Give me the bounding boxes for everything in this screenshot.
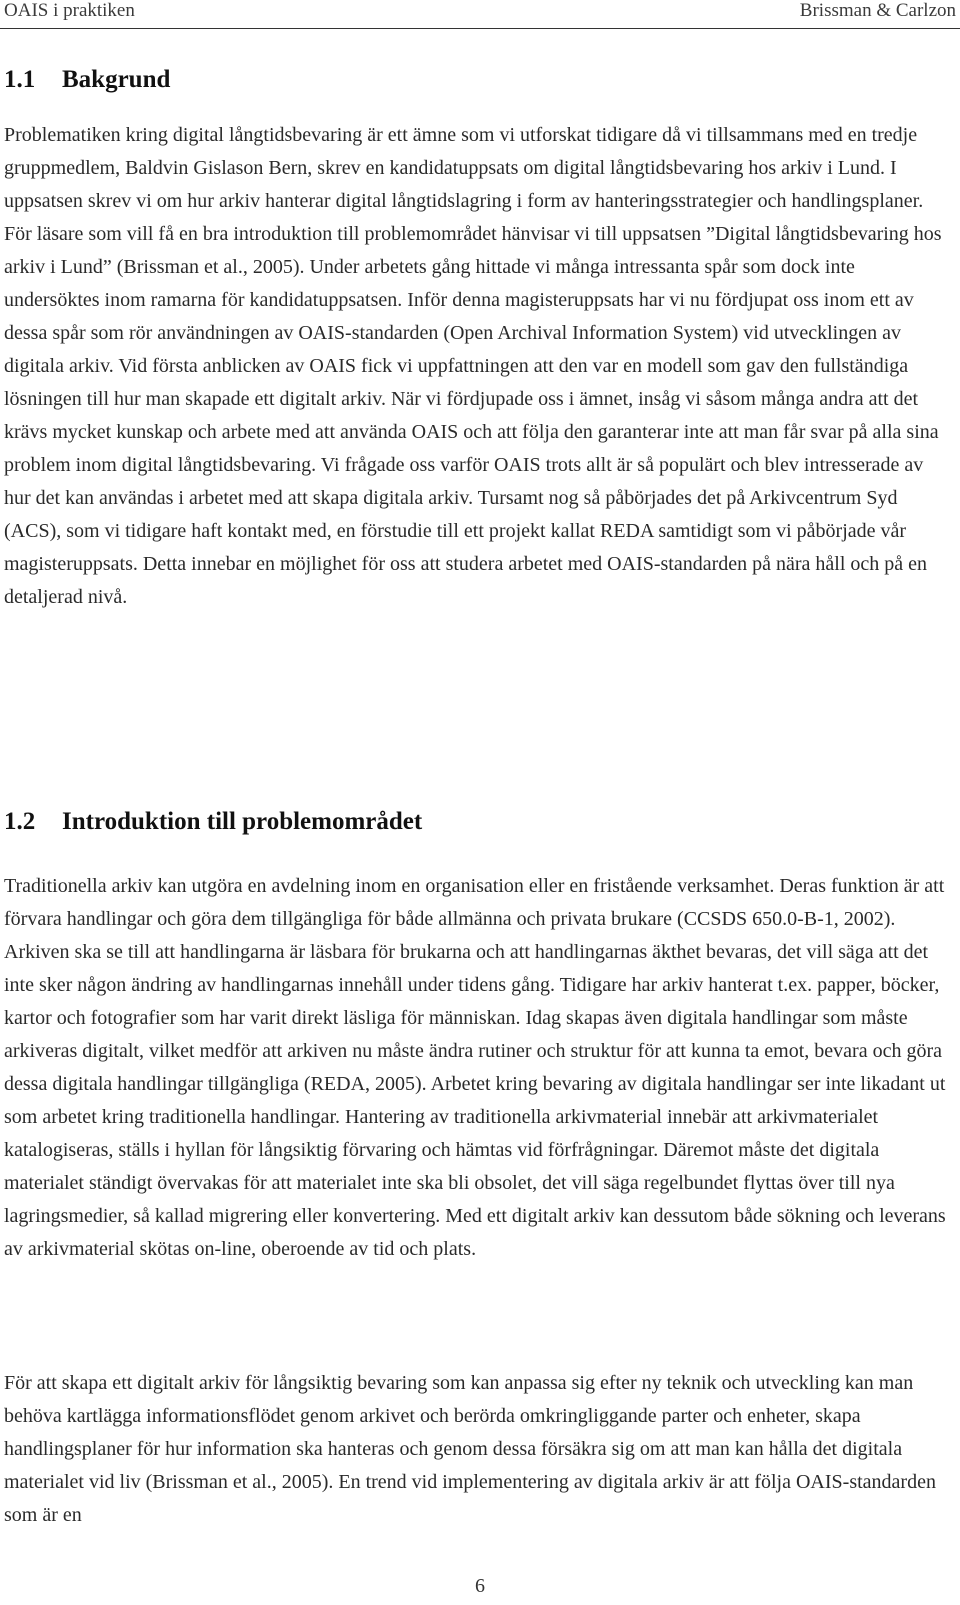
paragraph-introduktion-2: För att skapa ett digitalt arkiv för långsiktig bevaring som kan anpassa sig efter ny teknik och utveckling kan man behöva kartlägga informationsflödet genom arkivet och berörda omkringliggande parter och enheter, skapa handlingsplaner för hur information ska hanteras och genom dessa försäkra sig om att man kan hålla det digitala materialet vid liv (Brissman et al., 2005). En trend vid implementering av digitala arkiv är att följa OAIS-standarden som är en [4,1372,936,1526]
paragraph-bakgrund: Problematiken kring digital långtidsbevaring är ett ämne som vi utforskat tidigare då vi tillsammans med en tredje gruppmedlem, Baldvin Gislason Bern, skrev en kandidatuppsats om digital långtidsbevaring hos arkiv i Lund. I uppsatsen skrev vi om hur arkiv hanterar digital långtidslagring i form av hanteringsstrategier och handlingsplaner. För läsare som vill få en bra introduktion till problemområdet hänvisar vi till uppsatsen ”Digital långtidsbevaring hos arkiv i Lund” (Brissman et al., 2005). Under arbetets gång hittade vi många intressanta spår som dock inte undersöktes inom ramarna för kandidatuppsatsen. Inför denna magisteruppsats har vi nu fördjupat oss inom ett av dessa spår som rör användningen av OAIS-standarden (Open Archival Information System) vid utvecklingen av digitala arkiv. Vid första anblicken av OAIS fick vi uppfattningen att den var en modell som gav den fullständiga lösningen till hur man skapade ett digitalt arkiv. När vi fördjupade oss i ämnet, insåg vi såsom många andra att det krävs mycket kunskap och arbete med att använda OAIS och att följa den garanterar inte att man får svar på alla sina problem inom digital långtidsbevaring. Vi frågade oss varför OAIS trots allt är så populärt och blev intresserade av hur det kan användas i arbetet med att skapa digitala arkiv. Tursamt nog så påbörjades det på Arkivcentrum Syd (ACS), som vi tidigare haft kontakt med, en förstudie till ett projekt kallat REDA samtidigt som vi påbörjade vår magisteruppsats. Detta innebar en möjlighet för oss att studera arbetet med OAIS-standarden på nära håll och på en detaljerad nivå. [4,124,942,608]
section-number: 1.2 [4,808,36,835]
page-number: 6 [475,1575,485,1597]
header-title: OAIS i praktiken [4,0,135,21]
header-authors: Brissman & Carlzon [799,0,956,21]
running-header [0,0,960,29]
section-title: Introduktion till problemområdet [62,808,423,835]
section-heading-introduktion [4,808,422,836]
section-number: 1.1 [4,66,36,93]
paragraph-introduktion-1: Traditionella arkiv kan utgöra en avdelning inom en organisation eller en fristående verksamhet. Deras funktion är att förvara handlingar och göra dem tillgängliga för både allmänna och privata brukare (CCSDS 650.0-B-1, 2002). Arkiven ska se till att handlingarna är läsbara för brukarna och att handlingarnas äkthet bevaras, det vill säga att det inte sker någon ändring av handlingarnas innehåll under tidens gång. Tidigare har arkiv hanterat t.ex. papper, böcker, kartor och fotografier som har varit direkt läsliga för människan. Idag skapas även digitala handlingar som måste arkiveras digitalt, vilket medför att arkiven nu måste ändra rutiner och struktur för att kunna ta emot, bevara och göra dessa digitala handlingar tillgängliga (REDA, 2005). Arbetet kring bevaring av digitala handlingar ser inte likadant ut som arbetet kring traditionella handlingar. Hantering av traditionella arkivmaterial innebär att arkivmaterialet katalogiseras, ställs i hyllan för långsiktig förvaring och hämtas vid förfrågningar. Däremot måste det digitala materialet ständigt övervakas för att materialet inte ska bli obsolet, det vill säga regelbundet flyttas över till nya lagringsmedier, så kallad migrering eller konvertering. Med ett digitalt arkiv kan dessutom både sökning och leverans av arkivmaterial skötas on-line, oberoende av tid och plats. [4,875,946,1260]
section-title: Bakgrund [62,66,171,93]
section-heading-bakgrund [4,66,170,94]
